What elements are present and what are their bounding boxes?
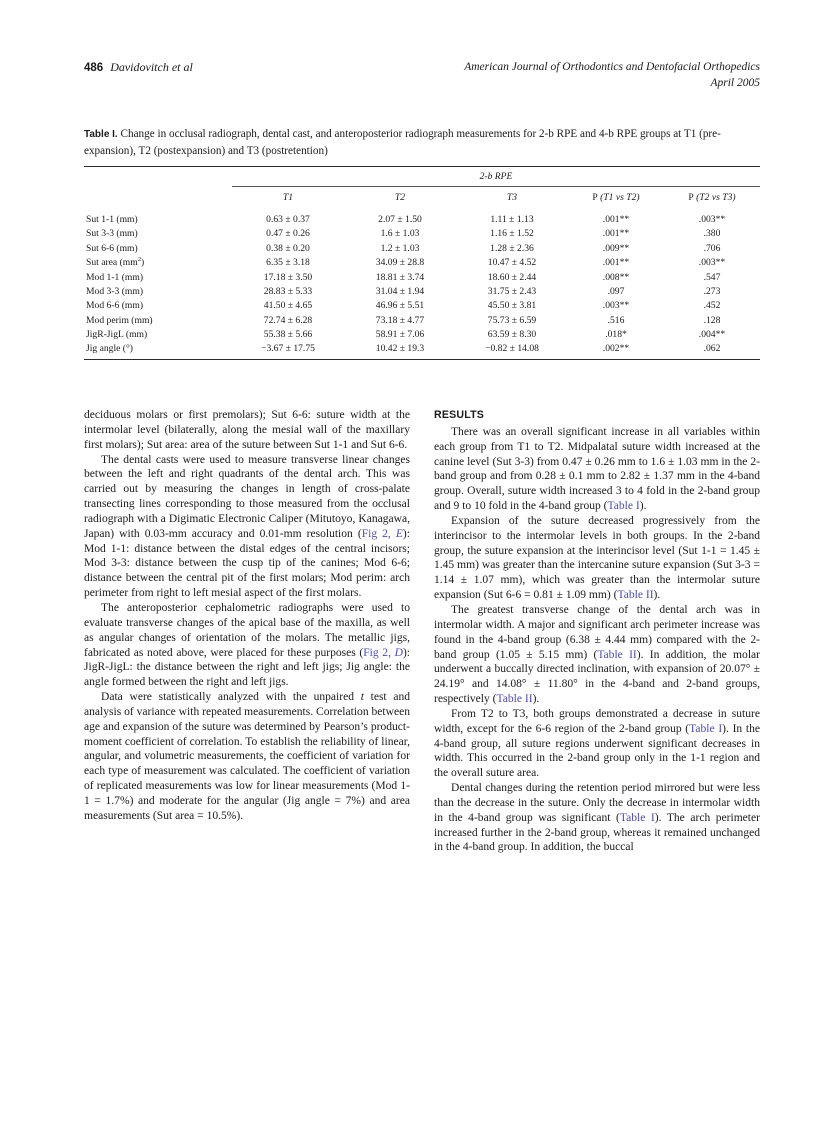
- table-cell-t1: 0.63 ± 0.37: [266, 214, 310, 225]
- journal-title: American Journal of Orthodontics and Dentofacial Orthopedics: [464, 61, 760, 73]
- table-body: [84, 209, 760, 360]
- table-cell-p2: .062: [703, 343, 721, 355]
- table-cell-t1: 28.83 ± 5.33: [263, 285, 313, 297]
- table-cell-t3: 10.47 ± 4.52: [487, 257, 537, 269]
- table-cell-t3: 1.11 ± 1.13: [490, 214, 534, 225]
- table-cell-p2: .380: [703, 228, 721, 240]
- table-caption: [84, 126, 760, 159]
- row-label: Sut area $(mm^2)$: [86, 255, 145, 269]
- table-group-header-row: [84, 167, 760, 187]
- table-cell-t1: 72.74 ± 6.28: [263, 314, 313, 326]
- table-row: [84, 241, 760, 255]
- p-suffix-1: (T1 vs T2): [600, 192, 640, 203]
- table-cell-t3: −0.82 ± 14.08: [485, 343, 539, 355]
- table-row: [84, 255, 760, 269]
- cross-reference-link[interactable]: D: [394, 646, 403, 659]
- body-paragraph: Data were statistically analyzed with the unpaired t test and analysis of variance with repeated measurements. Correlation between age and expansion of the suture was determined by Pearson’s product-moment coefficient of correlation. To establish the reliability of linear, angular, and volumetric measurements, the coefficient of variation for each type of measurement was calculated. The coefficient of variation of replicated measurements was low for linear measurements (Mod 1-1 = 1.7%) and moderate for the angular (Jig angle = 7%) and area measurements (Sut area = 10.5%).: [84, 691, 411, 822]
- table-row: [84, 342, 760, 360]
- superscript-two: 2: [137, 255, 142, 263]
- row-label: Sut 1-1 (mm): [86, 214, 138, 225]
- cross-reference-link[interactable]: ,: [387, 527, 396, 540]
- table-cell-p2: .452: [703, 300, 721, 312]
- cross-reference-link[interactable]: E: [395, 527, 403, 540]
- table-label: Table I.: [84, 129, 118, 140]
- table-bottom-rule-row: [84, 360, 760, 361]
- table-cell-t2: 10.42 ± 19.3: [375, 343, 425, 355]
- body-paragraph: deciduous molars or first premolars); Sut 6-6: suture width at the intermolar level (bilaterally, along the mesial wall of the maxillary first molars); Sut area: area of the suture between Sut 1-1 and Sut 6-6.: [84, 409, 410, 451]
- table-cell-p2: .004**: [698, 329, 726, 340]
- table-cell-p1: .097: [607, 285, 625, 297]
- table-cell-p1: .009**: [602, 242, 630, 254]
- body-paragraph: From T2 to T3, both groups demonstrated a decrease in suture width, except for the 6-6 region of the 2-band group (Table I). In the 4-band group, all suture regions underwent significant decreases in width. This occurred in the 2-band group only in the 1-1 region and the overall suture area.: [434, 707, 760, 780]
- row-label: Mod 1-1 (mm): [86, 271, 144, 283]
- cross-reference-link[interactable]: Fig 2: [363, 646, 389, 659]
- table-cell-t2: 46.96 ± 5.51: [375, 300, 425, 312]
- table-cell-p1: .001**: [602, 228, 630, 240]
- table-cell-p2: .706: [703, 242, 721, 254]
- table-cell-t1: 17.18 ± 3.50: [263, 271, 313, 283]
- table-row: [84, 227, 760, 241]
- table-cell-p2: .128: [703, 314, 721, 326]
- table-row: [84, 327, 760, 341]
- table-caption-text: Change in occlusal radiograph, dental cast, and anteroposterior radiograph measurements for 2-b RPE and 4-b RPE groups at T1 (pre-expansion), T2 (postexpansion) and T3 (postretention): [84, 128, 721, 157]
- table-cell-p1: .018*: [605, 329, 627, 340]
- cross-reference-link[interactable]: Table I: [619, 811, 655, 824]
- cross-reference-link[interactable]: Table II: [597, 648, 637, 661]
- table-row: [84, 299, 760, 313]
- table-cell-t2: 73.18 ± 4.77: [375, 314, 425, 326]
- issue-date: April 2005: [710, 76, 760, 89]
- table-cell-p2: .547: [703, 271, 721, 283]
- p-suffix-2: (T2 vs T3): [696, 192, 736, 203]
- table-cell-t1: −3.67 ± 17.75: [261, 343, 315, 355]
- table-column-header-row: [84, 187, 760, 210]
- column-header-p-t1-vs-t2: [568, 187, 664, 210]
- table-cell-p1: .002**: [602, 343, 630, 355]
- italic-text: t: [360, 691, 364, 704]
- column-header-spacer: [84, 187, 232, 210]
- table-cell-p2: .003**: [698, 257, 726, 269]
- cross-reference-link[interactable]: Table II: [617, 589, 654, 602]
- running-head-authors: Davidovitch et al: [110, 60, 193, 74]
- table-foot: [84, 360, 760, 361]
- section-heading-results: RESULTS: [434, 409, 485, 421]
- table-cell-t2: 34.09 ± 28.8: [375, 257, 425, 269]
- body-paragraph: The dental casts were used to measure transverse linear changes between the left and right quadrants of the dental arch. This was carried out by measuring the changes in length of cross-palate transecting lines corresponding to those measured from the occlusal radiograph with a Digimatic Electronic Caliper (Mitutoyo, Kanagawa, Japan) with 0.03-mm accuracy and 0.01-mm resolution (Fig 2, E): Mod 1-1: distance between the distal edges of the central incisors; Mod 3-3: distance between the cusp tip of the canines; Mod 6-6; distance between the central pit of the first molars; Mod perim: arch perimeter from right to left mesial aspect of the first molars.: [84, 453, 410, 600]
- running-head-right: [464, 60, 760, 91]
- running-head-left: [84, 60, 193, 76]
- table-bottom-rule: [84, 360, 760, 361]
- cross-reference-link[interactable]: ,: [388, 646, 395, 659]
- table-row: [84, 270, 760, 284]
- column-header-t1: T1: [232, 187, 344, 210]
- column-header-p-t2-vs-t3: [664, 187, 760, 210]
- table-cell-t3: 1.28 ± 2.36: [490, 242, 534, 254]
- cross-reference-link[interactable]: Table II: [496, 693, 533, 706]
- table-cell-t3: 18.60 ± 2.44: [487, 271, 537, 283]
- row-label: Mod 6-6 (mm): [86, 300, 144, 312]
- table-cell-t1: 41.50 ± 4.65: [263, 300, 313, 312]
- table-cell-t1: 55.38 ± 5.66: [263, 329, 313, 340]
- body-columns: [84, 408, 760, 1068]
- measurements-table: [84, 166, 760, 360]
- cross-reference-link[interactable]: Fig 2: [361, 527, 388, 540]
- column-header-t3: T3: [456, 187, 568, 210]
- p-prefix-2: P: [688, 192, 694, 203]
- table-cell-p1: .516: [607, 314, 625, 326]
- table-cell-t2: 2.07 ± 1.50: [378, 214, 422, 225]
- row-label: Sut 6-6 (mm): [86, 242, 138, 254]
- table-block: [84, 126, 760, 360]
- table-cell-t2: 58.91 ± 7.06: [375, 329, 425, 340]
- table-cell-p1: .001**: [602, 214, 630, 225]
- page-number: 486: [84, 62, 104, 74]
- right-text-column: [434, 408, 760, 855]
- body-paragraph: The greatest transverse change of the dental arch was in intermolar width. A major and significant arch perimeter increase was found in the 4-band group (6.38 ± 4.44 mm) compared with the 2-band group (1.05 ± 5.15 mm) (Table II). In addition, the molar underwent a buccally directed inclination, with expansion of 20.07° ± 24.19° and 14.08° ± 11.80° in the 4-band and 2-band groups, respectively (Table II).: [434, 603, 760, 706]
- table-cell-t3: 1.16 ± 1.52: [490, 228, 534, 240]
- table-cell-t1: 6.35 ± 3.18: [266, 257, 310, 269]
- table-cell-p2: .003**: [698, 214, 726, 225]
- body-paragraph: Expansion of the suture decreased progressively from the interincisor to the intermolar levels in both groups. In the 2-band group, the suture expansion at the interincisor level (Sut 1-1 = 1.45 ± 1.45 mm) was greater than the intercanine suture expansion (Sut 3-3 = 1.14 ± 1.07 mm), which was greater than the intermolar suture expansion (Sut 6-6 = 0.81 ± 1.09 mm) (Table II).: [434, 514, 760, 602]
- running-head: [84, 60, 760, 91]
- group-header-2b-rpe: 2-b RPE: [232, 167, 760, 187]
- table-cell-t3: 75.73 ± 6.59: [487, 314, 537, 326]
- table-cell-p1: .003**: [602, 300, 630, 312]
- table-cell-p1: .001**: [602, 257, 630, 269]
- table-cell-t2: 31.04 ± 1.94: [375, 285, 425, 297]
- row-label: Mod perim (mm): [86, 314, 153, 326]
- row-label: Sut 3-3 (mm): [86, 228, 138, 240]
- cross-reference-link[interactable]: Table I: [607, 500, 640, 513]
- table-row: [84, 209, 760, 227]
- table-cell-t3: 45.50 ± 3.81: [487, 300, 537, 312]
- column-header-t2: T2: [344, 187, 456, 210]
- cross-reference-link[interactable]: Table I: [689, 722, 723, 735]
- body-paragraph: Dental changes during the retention period mirrored but were less than the decrease in the suture. Only the decrease in intermolar width in the 4-band group was significant (Table I). The arch perimeter increased further in the 2-band group, whereas it remained unchanged in the 4-band group. In addition, the buccal: [434, 782, 760, 854]
- body-paragraph: There was an overall significant increase in all variables within each group from T1 to T2. Midpalatal suture width increased at the canine level (Sut 3-3) from 0.47 ± 0.26 mm to 1.6 ± 1.03 mm in the 2-band group and from 0.28 ± 0.1 mm to 2.82 ± 1.37 mm in the 4-band group. Overall, suture width increased 3 to 4 fold in the 2-band group and 9 to 10 fold in the 4-band group (Table I).: [434, 425, 760, 513]
- row-label: Jig angle (°): [86, 343, 133, 355]
- row-label: Mod 3-3 (mm): [86, 285, 144, 297]
- table-cell-t2: 18.81 ± 3.74: [375, 271, 425, 283]
- table-head: [84, 167, 760, 210]
- table-cell-p1: .008**: [602, 271, 630, 283]
- table-cell-t3: 31.75 ± 2.43: [487, 285, 537, 297]
- table-row: [84, 313, 760, 327]
- group-header-spacer: [84, 167, 232, 187]
- table-row: [84, 284, 760, 298]
- table-cell-t1: 0.47 ± 0.26: [266, 228, 310, 240]
- body-paragraph: The anteroposterior cephalometric radiographs were used to evaluate transverse changes of the apical base of the maxilla, as well as angular changes of orientation of the molars. The metallic jigs, fabricated as noted above, were placed for these purposes (Fig 2, D): JigR-JigL: the distance between the right and left jigs; Jig angle: the angle formed between the right and left jigs.: [84, 601, 410, 689]
- table-cell-t1: 0.38 ± 0.20: [266, 242, 310, 254]
- table-cell-p2: .273: [703, 285, 721, 297]
- row-label: JigR-JigL (mm): [86, 329, 148, 340]
- left-text-column: [84, 408, 410, 824]
- table-cell-t3: 63.59 ± 8.30: [487, 329, 537, 340]
- p-prefix-1: P: [592, 192, 598, 203]
- table-cell-t2: 1.6 ± 1.03: [380, 228, 420, 240]
- table-cell-t2: 1.2 ± 1.03: [380, 242, 420, 254]
